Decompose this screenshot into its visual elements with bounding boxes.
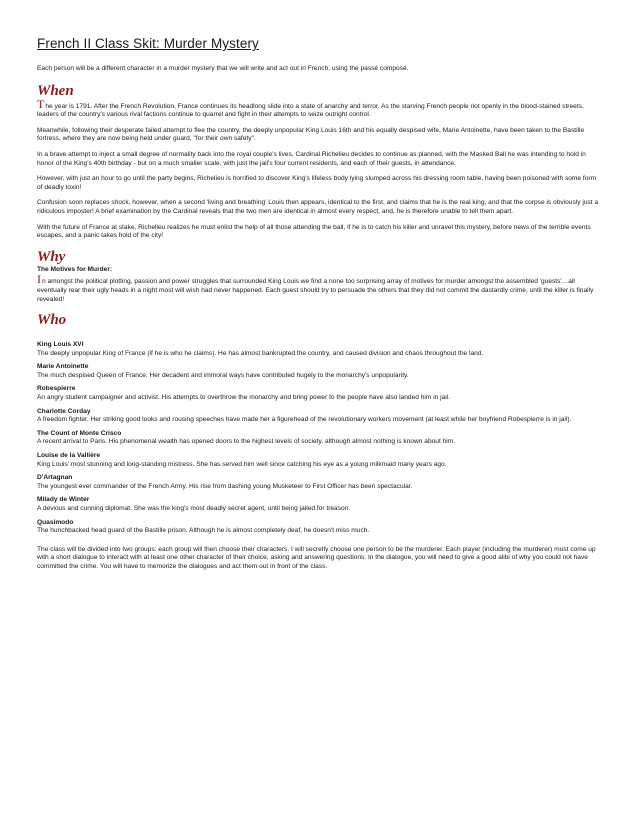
character-name: Robespierre <box>37 385 76 393</box>
intro-text: Each person will be a different character in a murder mystery that we will write and act out in French, using the passé composé. <box>37 65 409 72</box>
character-name: Milady de Winter <box>37 496 90 504</box>
character-entry <box>37 496 603 513</box>
when-paragraph-1-text: he year is 1791. After the French Revolution, France continues its headlong slide into a state of anarchy and terror. As the starving French people riot openly in the blood-stained streets, leaders of the country's various rival factions continue to quarrel and fight in their attempts to seize outright control. <box>37 102 584 119</box>
character-description: King Louis' most stunning and long-standing mistress. She has served him well since catching his eye as a young milkmaid many years ago. <box>37 460 447 468</box>
character-description: The much despised Queen of France. Her decadent and immoral ways have contributed hugely to the monarchy's unpopularity. <box>37 371 409 379</box>
character-entry <box>37 452 603 469</box>
character-entry <box>37 363 603 380</box>
character-entry <box>37 341 603 358</box>
why-paragraph <box>37 272 603 304</box>
character-name: Marie Antoinette <box>37 363 89 371</box>
when-paragraph: In a brave attempt to inject a small degree of normality back into the royal couple's lives, Cardinal Richelieu decides to continue as planned, with the Masked Ball he was intending to hold in honor of the King's 40th birthday - but on a much smaller scale, with just the jail's four current residents, and each of their guests, in attendance. <box>37 150 586 167</box>
character-name: Louise de la Vallière <box>37 452 101 460</box>
character-name: Quasimodo <box>37 518 74 526</box>
document-page <box>37 36 603 579</box>
character-description: A recent arrival to Paris. His phenomenal wealth has opened doors to the highest levels of society, although almost nothing is known about him. <box>37 438 456 446</box>
character-description: The hunchbacked head guard of the Bastille prison. Although he is almost completely deaf, he doesn't miss much. <box>37 527 370 535</box>
why-heading: Why <box>37 248 66 265</box>
why-paragraph-text: n amongst the political plotting, passion and power struggles that surrounded King Louis we find a none too surprising array of motives for murder amongst the assembled 'guests'…all eventually rear their ugly heads in a night most will wish had never happened. Each guest should try to persuade the others that they did not commit the dastardly crime, until the killer is finally revealed! <box>37 278 594 303</box>
when-paragraph: With the future of France at stake, Richelieu realizes he must enlist the help of all those attending the ball, if he is to catch his killer and unravel this mystery, before news of the terrible events escapes, and a panic takes hold of the city! <box>37 223 591 240</box>
character-name: Charlotte Corday <box>37 407 91 415</box>
character-entry <box>37 430 603 447</box>
when-paragraph: Confusion soon replaces shock, however, when a second 'living and breathing' Louis then appears, identical to the first, and claims that he is the real king, and that the corpse is obviously just a ridiculous imposter! A brief examination by the Cardinal reveals that the two men are identical in almost every respect, and, he is therefore unable to tell them apart. <box>37 199 599 215</box>
why-dropcap: I <box>37 272 41 287</box>
character-entry <box>37 385 603 402</box>
when-paragraph: Meanwhile, following their desperate failed attempt to flee the country, the deeply unpopular King Louis 16th and his equally despised wife, Marie Antoinette, have been taken to the Bastille fortress, where they are now being held under guard, "for their own safety". <box>37 126 585 143</box>
character-description: The deeply unpopular King of France (if he is who he claims). He has almost bankrupted the country, and caused division and chaos throughout the land. <box>37 349 484 357</box>
character-name: King Louis XVI <box>37 341 84 349</box>
closing-paragraph: The class will be divided into two groups: each group will then choose their characters. I will secretly choose one person to be the murderer. Each player (including the murderer) must come up with a short dialogue to interact with at least one other character of their choice, asking and answering questions. In the dialogue, you will need to give a good alibi of why you could not have committed the crime. You will have to memorize the dialogues and act them out in front of the class. <box>37 545 596 570</box>
character-name: D'Artagnan <box>37 474 73 482</box>
character-description: The youngest ever commander of the French Army. His rise from dashing young Musketeer to First Officer has been spectacular. <box>37 482 413 490</box>
character-entry <box>37 474 603 491</box>
character-description: An angry student campaigner and activist. His attempts to overthrow the monarchy and bring power to the people have also landed him in jail. <box>37 394 451 402</box>
character-name: The Count of Monte Crisco <box>37 429 122 437</box>
character-entry <box>37 408 603 425</box>
when-dropcap: T <box>37 96 45 111</box>
character-entry <box>37 519 603 536</box>
when-paragraph: However, with just an hour to go until the party begins, Richelieu is horrified to discover King's lifeless body lying slumped across his dressing room table, having been poisoned with some form of deadly toxin! <box>37 175 597 191</box>
when-heading: When <box>37 82 74 99</box>
why-subheading: The Motives for Murder: <box>37 265 113 273</box>
document-title: French II Class Skit: Murder Mystery <box>37 36 259 51</box>
character-description: A devious and cunning diplomat. She was the king's most deadly secret agent, until being jailed for treason. <box>37 505 351 512</box>
character-description: A freedom fighter. Her striking good looks and rousing speeches have made her a figurehead of the revolutionary workers movement (at least while her boyfriend Robespierre is in jail). <box>37 416 572 424</box>
when-paragraph-1 <box>37 96 603 120</box>
who-heading: Who <box>37 312 67 329</box>
